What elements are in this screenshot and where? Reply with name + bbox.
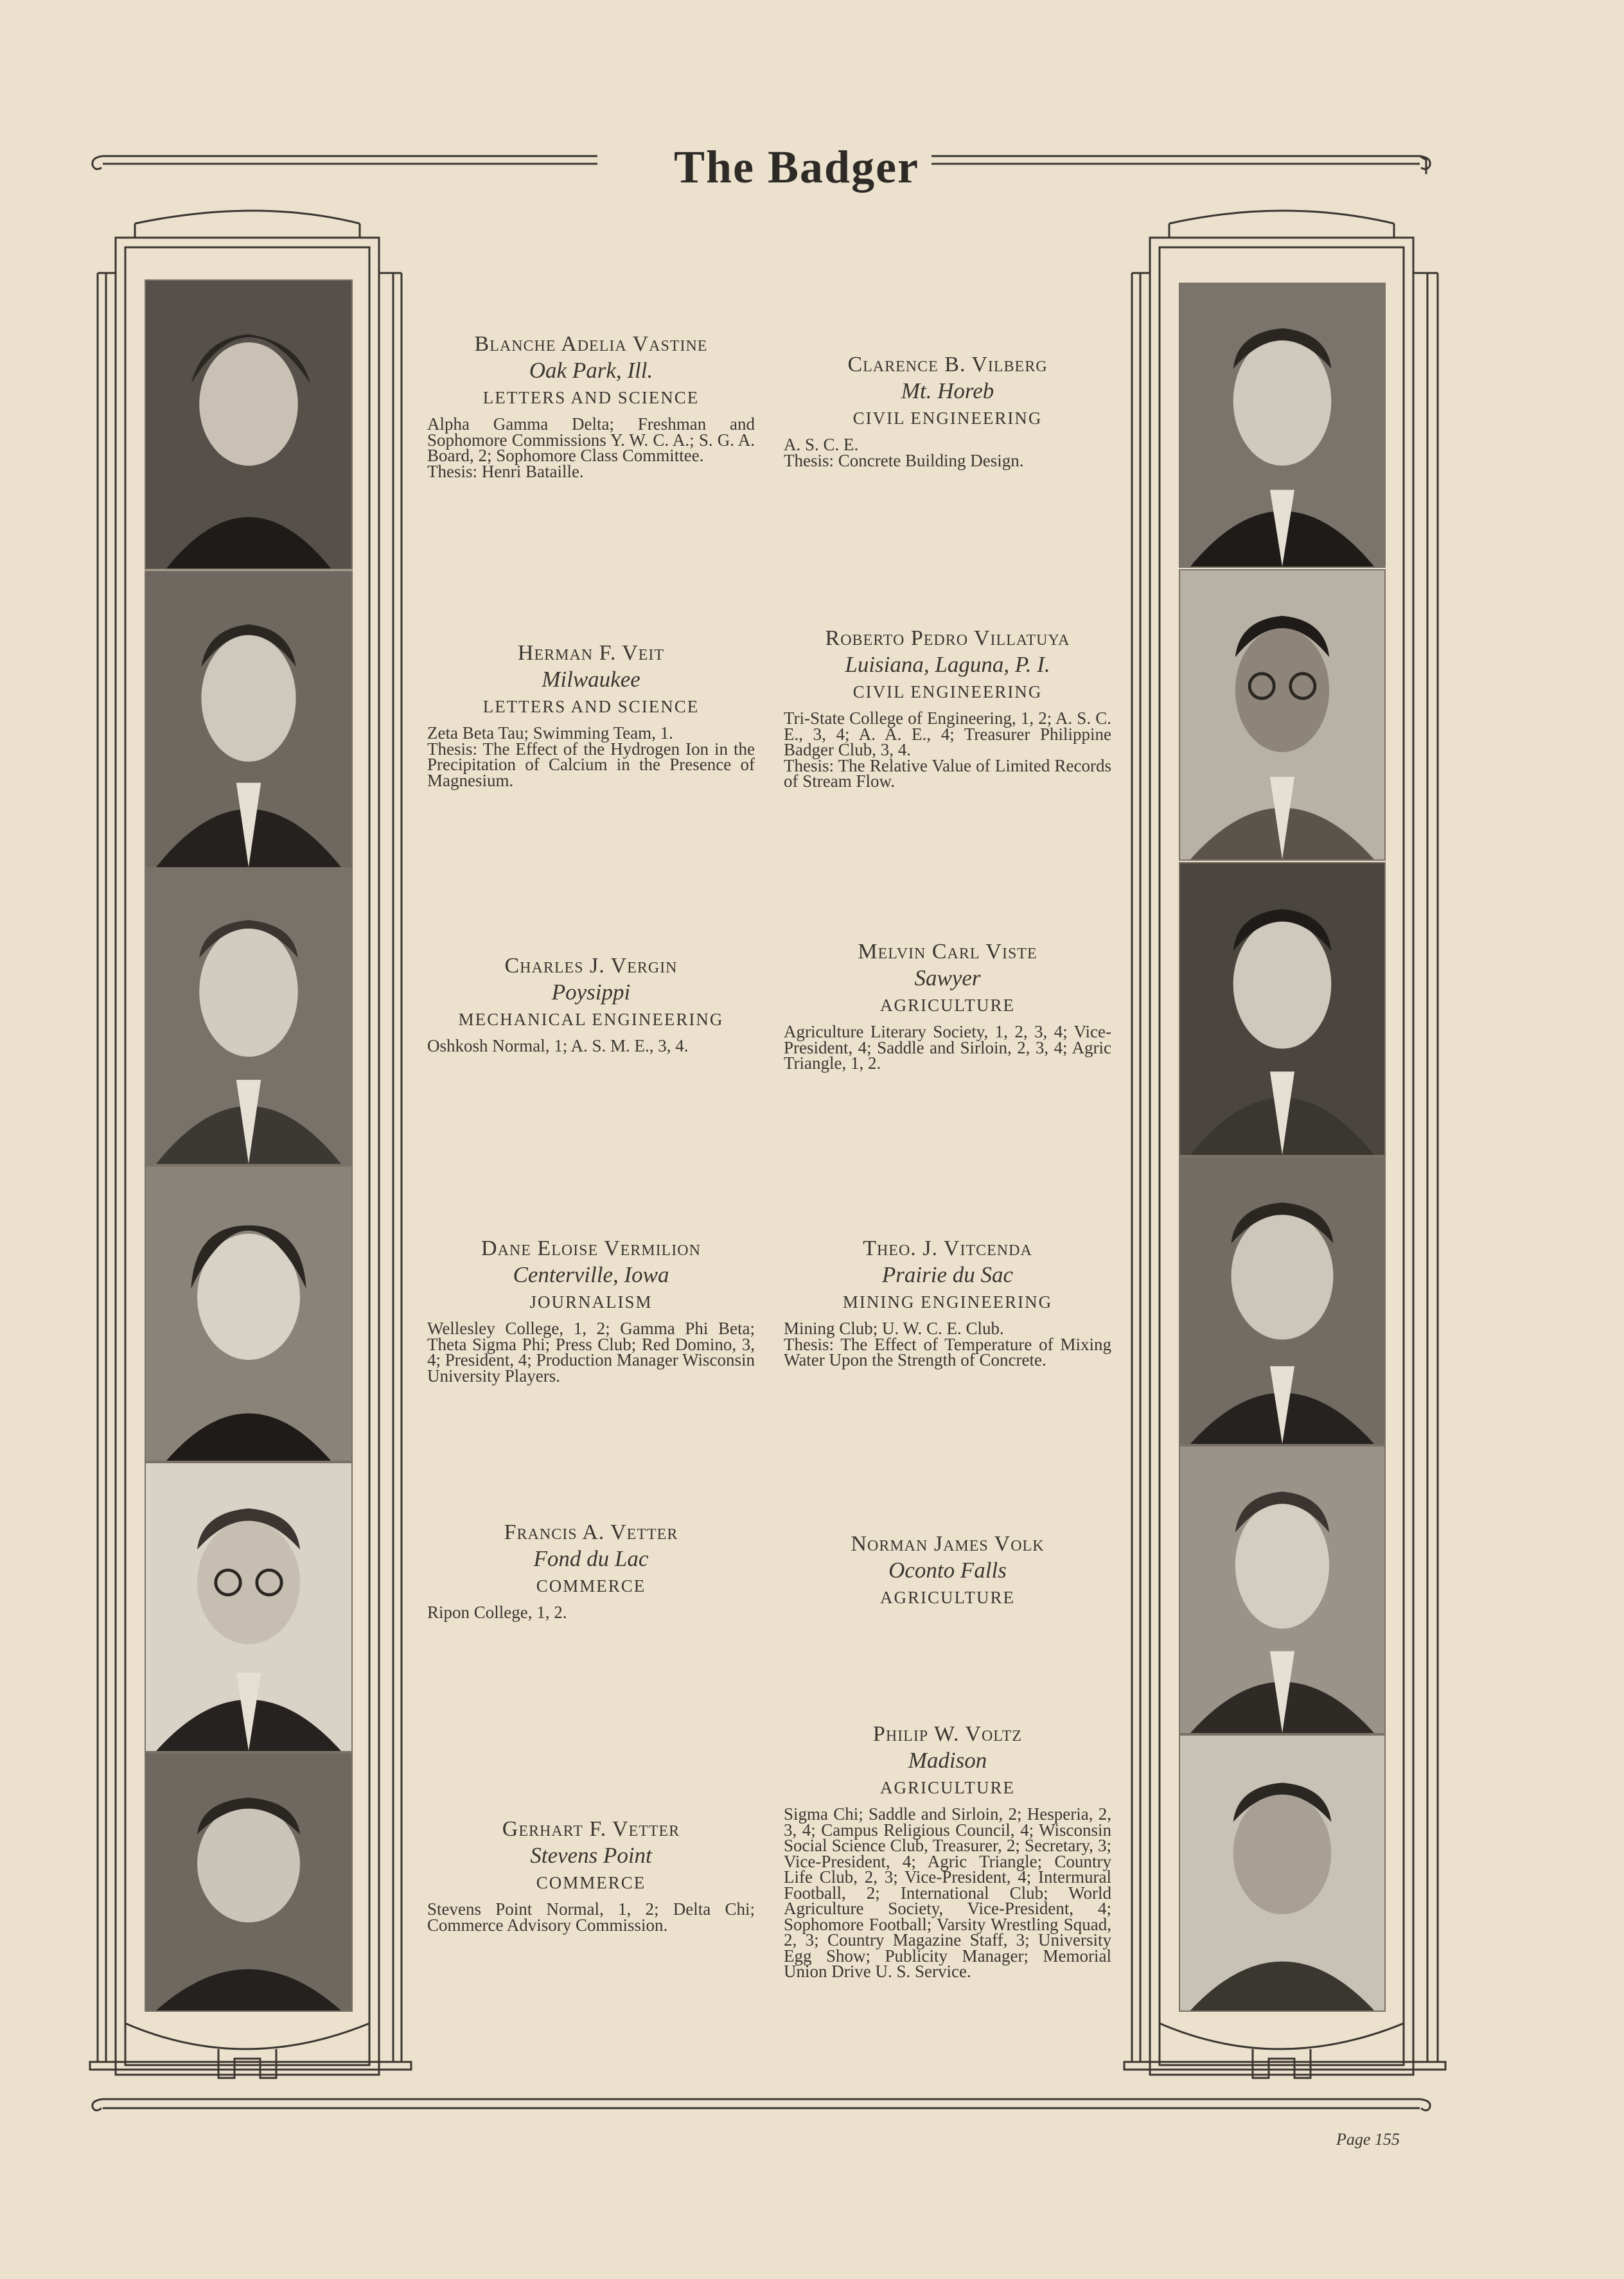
portrait-photo	[1179, 862, 1386, 1156]
student-activities: Tri-State College of Engineering, 1, 2; A. S. C. E., 3, 4; A. A. E., 4; Treasurer Philippine Badger Club, 3, 4.	[784, 708, 1111, 759]
student-school: LETTERS AND SCIENCE	[482, 388, 700, 407]
student-name: Philip W. Voltz	[872, 1722, 1023, 1746]
portrait-photo	[1179, 569, 1386, 861]
student-entry	[427, 331, 755, 479]
student-thesis: Thesis: The Relative Value of Limited Records of Stream Flow.	[784, 755, 1111, 791]
portrait-image	[1180, 863, 1384, 1155]
student-name: Blanche Adelia Vastine	[474, 332, 708, 356]
student-entry	[784, 1236, 1111, 1368]
student-name: Roberto Pedro Villatuya	[825, 626, 1070, 650]
portrait-image	[146, 572, 351, 867]
student-school: AGRICULTURE	[879, 996, 1015, 1015]
portrait-image	[1180, 1157, 1384, 1444]
student-name: Charles J. Vergin	[504, 954, 678, 978]
student-school: AGRICULTURE	[879, 1588, 1015, 1607]
student-name: Norman James Volk	[851, 1532, 1045, 1556]
portrait-photo	[1179, 1156, 1386, 1445]
student-entry	[427, 1817, 755, 1933]
student-entry	[784, 352, 1111, 468]
student-school: AGRICULTURE	[879, 1778, 1015, 1797]
student-entry	[784, 1721, 1111, 1980]
student-school: MECHANICAL ENGINEERING	[458, 1010, 724, 1029]
portrait-photo	[145, 868, 353, 1165]
portrait-image	[1180, 284, 1384, 567]
student-hometown: Oak Park, Ill.	[529, 358, 653, 383]
portrait-image	[146, 1166, 351, 1461]
portrait-image	[1180, 570, 1384, 859]
portrait-photo	[1179, 1445, 1386, 1734]
portrait-photo	[1179, 283, 1386, 568]
student-activities: Wellesley College, 1, 2; Gamma Phi Beta; Theta Sigma Phi; Press Club; Red Domino, 3, 4; President, 4; Production Manager Wisconsin University Players.	[427, 1319, 755, 1386]
student-activities: Sigma Chi; Saddle and Sirloin, 2; Hesperia, 2, 3, 4; Campus Religious Council, 4; Wisconsin Social Science Club, Treasurer, 2; Secretary, 3; Vice-President, 4; Agric Triangle; Country Life Club, 2, 3; Vice-President, 4; Intermural Football, 2; International Club; World Agriculture Society, Vice-President, 4; Sophomore Football; Varsity Wrestling Squad, 2, 3; Country Magazine Staff, 3; University Egg Show; Publicity Manager; Memorial Union Drive U. S. Service.	[784, 1804, 1111, 1981]
student-activities: Ripon College, 1, 2.	[427, 1603, 567, 1622]
student-school: LETTERS AND SCIENCE	[482, 697, 700, 716]
portrait-image	[1180, 1447, 1384, 1733]
portrait-image	[146, 1754, 351, 2011]
student-name: Gerhart F. Vetter	[502, 1817, 680, 1841]
portrait-photo	[145, 1165, 353, 1462]
student-thesis: Thesis: The Effect of Temperature of Mixing Water Upon the Strength of Concrete.	[784, 1334, 1111, 1369]
student-school: MINING ENGINEERING	[842, 1292, 1053, 1312]
student-activities: A. S. C. E.	[784, 435, 859, 454]
student-entry	[427, 1520, 755, 1621]
portrait-image	[146, 281, 351, 568]
student-hometown: Luisiana, Laguna, P. I.	[845, 652, 1050, 677]
student-hometown: Prairie du Sac	[881, 1262, 1014, 1287]
student-activities: Oshkosh Normal, 1; A. S. M. E., 3, 4.	[427, 1036, 689, 1055]
student-school: COMMERCE	[536, 1576, 646, 1596]
portrait-photo	[1179, 1734, 1386, 2012]
portrait-image	[146, 1463, 351, 1751]
page-number: Page 155	[1336, 2130, 1400, 2149]
student-name: Clarence B. Vilberg	[847, 353, 1048, 376]
portrait-photo	[145, 1752, 353, 2012]
student-thesis: Thesis: Concrete Building Design.	[784, 450, 1024, 470]
portrait-image	[1180, 1736, 1384, 2011]
student-activities: Alpha Gamma Delta; Freshman and Sophomore Commissions Y. W. C. A.; S. G. A. Board, 2; Sophomore Class Committee.	[427, 414, 755, 465]
portrait-photo	[145, 279, 353, 570]
student-school: JOURNALISM	[529, 1292, 653, 1312]
student-hometown: Poysippi	[551, 980, 631, 1005]
student-activities: Stevens Point Normal, 1, 2; Delta Chi; Commerce Advisory Commission.	[427, 1899, 755, 1935]
student-entry	[784, 1531, 1111, 1611]
student-entry	[784, 626, 1111, 789]
student-activities: Mining Club; U. W. C. E. Club.	[784, 1319, 1004, 1338]
page-title: The Badger	[673, 141, 919, 193]
student-hometown: Sawyer	[914, 965, 981, 990]
student-activities: Zeta Beta Tau; Swimming Team, 1.	[427, 723, 673, 743]
student-school: CIVIL ENGINEERING	[852, 409, 1043, 428]
student-name: Theo. J. Vitcenda	[863, 1236, 1032, 1260]
student-name: Melvin Carl Viste	[858, 940, 1037, 964]
student-entry	[427, 640, 755, 788]
portrait-photo	[145, 1462, 353, 1752]
student-name: Dane Eloise Vermilion	[481, 1236, 701, 1260]
student-entry	[427, 953, 755, 1054]
student-thesis: Thesis: Henri Bataille.	[427, 461, 584, 481]
student-entry	[427, 1236, 755, 1384]
student-hometown: Oconto Falls	[888, 1558, 1007, 1583]
student-school: COMMERCE	[536, 1873, 646, 1892]
student-hometown: Stevens Point	[530, 1843, 652, 1868]
student-hometown: Fond du Lac	[533, 1546, 649, 1571]
student-school: CIVIL ENGINEERING	[852, 682, 1043, 701]
student-entry	[784, 939, 1111, 1071]
student-hometown: Madison	[908, 1748, 987, 1773]
student-activities: Agriculture Literary Society, 1, 2, 3, 4; Vice-President, 4; Saddle and Sirloin, 2, 3, 4; Agric Triangle, 1, 2.	[784, 1022, 1111, 1073]
portrait-image	[146, 870, 351, 1164]
student-hometown: Mt. Horeb	[901, 378, 994, 403]
student-thesis: Thesis: The Effect of the Hydrogen Ion in the Precipitation of Calcium in the Presence of Magnesium.	[427, 739, 755, 790]
portrait-photo	[145, 570, 353, 868]
student-hometown: Centerville, Iowa	[513, 1262, 669, 1287]
student-name: Herman F. Veit	[517, 641, 665, 665]
student-hometown: Milwaukee	[542, 667, 640, 692]
student-name: Francis A. Vetter	[504, 1520, 678, 1544]
